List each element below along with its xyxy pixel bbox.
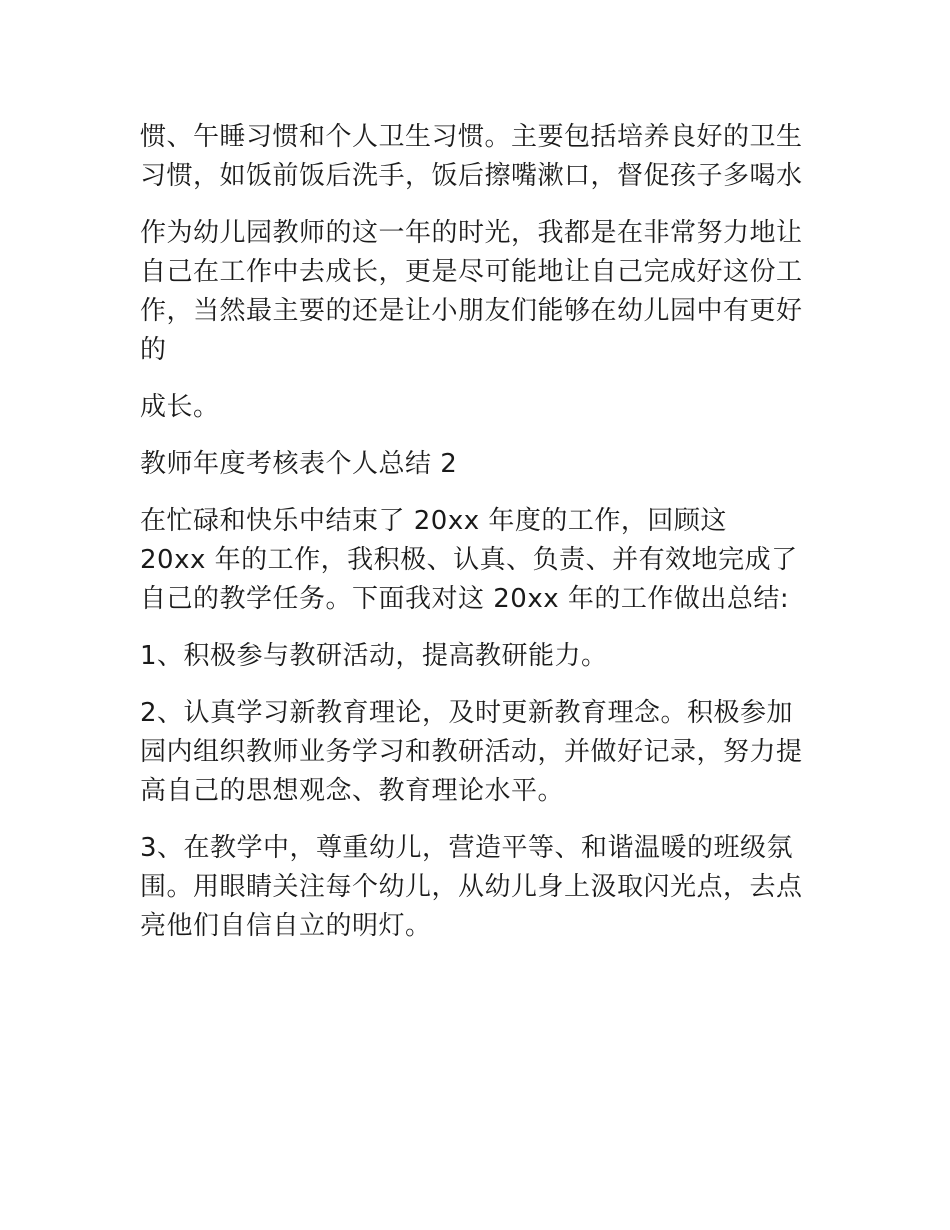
document-body: [140, 118, 812, 964]
list-item-3: 3、在教学中，尊重幼儿，营造平等、和谐温暖的班级氛围。用眼睛关注每个幼儿，从幼儿身上汲取闪光点，去点亮他们自信自立的明灯。: [140, 833, 803, 941]
paragraph-teacher-year: 作为幼儿园教师的这一年的时光，我都是在非常努力地让自己在工作中去成长，更是尽可能地让自己完成好这份工作，当然最主要的还是让小朋友们能够在幼儿园中有更好的: [140, 218, 803, 365]
list-item-1: 1、积极参与教研活动，提高教研能力。: [140, 641, 608, 671]
paragraph-growth: 成长。: [140, 392, 220, 422]
section-heading: 教师年度考核表个人总结 2: [140, 449, 458, 479]
list-item-2: 2、认真学习新教育理论，及时更新教育理念。积极参加园内组织教师业务学习和教研活动，并做好记录，努力提高自己的思想观念、教育理论水平。: [140, 698, 803, 806]
paragraph-habits: 惯、午睡习惯和个人卫生习惯。主要包括培养良好的卫生习惯，如饭前饭后洗手，饭后擦嘴漱口，督促孩子多喝水: [140, 122, 803, 191]
paragraph-intro: 在忙碌和快乐中结束了 20xx 年度的工作，回顾这 20xx 年的工作，我积极、认真、负责、并有效地完成了自己的教学任务。下面我对这 20xx 年的工作做出总结:: [140, 506, 798, 614]
